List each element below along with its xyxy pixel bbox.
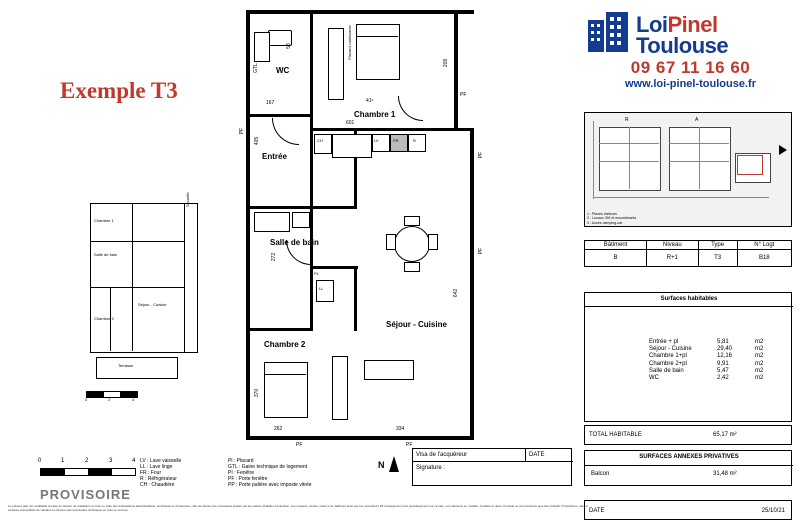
surface-label: Entrée + pl bbox=[649, 339, 679, 345]
td-batiment: B bbox=[585, 250, 647, 267]
appliance-label-ch: CH bbox=[317, 138, 323, 143]
north-indicator bbox=[378, 452, 408, 486]
room-label-sejour-cuisine: Séjour - Cuisine bbox=[386, 320, 447, 329]
wardrobe-chambre2 bbox=[332, 356, 348, 420]
small-floor-plan bbox=[80, 192, 200, 410]
appliance-label-fr: FR bbox=[393, 138, 399, 143]
wall-top bbox=[246, 10, 474, 14]
chair bbox=[428, 234, 438, 250]
chair bbox=[404, 216, 420, 226]
floor-plan bbox=[239, 10, 485, 448]
wall-right-upper bbox=[454, 10, 458, 130]
brand-website[interactable]: www.loi-pinel-toulouse.fr bbox=[625, 78, 756, 90]
brand-logo bbox=[588, 10, 793, 98]
annexe-value: 31,48 m² bbox=[713, 471, 737, 477]
surface-value: 12,16 bbox=[717, 353, 733, 360]
dim-601: 601 bbox=[346, 120, 355, 126]
surface-value: 5,81 bbox=[717, 339, 729, 345]
sink bbox=[292, 212, 310, 228]
dim-58: 58 bbox=[285, 43, 292, 49]
surface-value: 5,47 bbox=[717, 367, 729, 374]
surface-unit: m2 bbox=[755, 360, 764, 367]
surface-unit: m2 bbox=[755, 374, 764, 381]
legend-item: LV : Lave vaisselle bbox=[140, 458, 182, 464]
small-room-label: Chambre 2 bbox=[94, 316, 114, 321]
kitchen-counter bbox=[332, 134, 372, 158]
legend-item: PF : Porte fenêtre bbox=[228, 476, 268, 482]
brand-line2: Toulouse bbox=[636, 33, 729, 58]
brand-phone: 09 67 11 16 60 bbox=[630, 58, 751, 77]
dim-370: 370 bbox=[254, 388, 261, 398]
total-label: TOTAL HABITABLE bbox=[589, 432, 642, 438]
map-label-r: R bbox=[625, 117, 629, 123]
surface-unit: m2 bbox=[755, 353, 764, 360]
wardrobe-note: Placard coulissante bbox=[346, 25, 352, 60]
chair bbox=[386, 234, 396, 250]
room-label-salle-de-bain: Salle de bain bbox=[270, 238, 319, 247]
brand-pinel: Pinel bbox=[667, 12, 718, 37]
dim-405: 405 bbox=[254, 136, 261, 146]
scale-tick: 4 bbox=[132, 458, 136, 464]
pf-mark: PF bbox=[296, 442, 303, 448]
legend-item: LL : Lave linge bbox=[140, 464, 173, 470]
appliance-label-r: R bbox=[413, 138, 416, 143]
surface-unit: m2 bbox=[755, 346, 764, 353]
annexe-label: Balcon bbox=[591, 471, 610, 477]
appliance-label-ll: LL bbox=[319, 286, 324, 291]
scale-tick: 0 bbox=[38, 458, 42, 464]
legend-col2 bbox=[228, 458, 378, 488]
th-nlogt: N° Logt bbox=[737, 241, 791, 250]
map-legend-item: 3 : Accès camping-car bbox=[587, 220, 623, 225]
surfaces-list bbox=[649, 339, 789, 382]
room-label-wc: WC bbox=[276, 66, 290, 75]
pf-mark: PF bbox=[406, 442, 413, 448]
total-habitable-box bbox=[584, 425, 792, 445]
surface-value: 29,40 bbox=[717, 346, 733, 353]
pf-left: PF bbox=[239, 127, 246, 135]
total-value: 65,17 m² bbox=[713, 432, 737, 438]
room-label-entree: Entrée bbox=[262, 152, 287, 161]
small-plan-side-label: Sécurité bbox=[185, 192, 190, 207]
scale-tick: 3 bbox=[109, 458, 113, 464]
door-swing bbox=[398, 96, 423, 121]
chair bbox=[404, 262, 420, 272]
north-arrow-icon bbox=[389, 456, 399, 472]
td-niveau: R+1 bbox=[647, 250, 698, 267]
appliance-label-pl: PL bbox=[314, 271, 319, 276]
small-scale-tick: 4 bbox=[132, 397, 135, 402]
small-room-label: Salle de bain bbox=[94, 252, 118, 257]
map-legend-item: 1 : Places visiteurs bbox=[587, 211, 617, 216]
appliance-r bbox=[408, 134, 426, 152]
td-type: T3 bbox=[698, 250, 737, 267]
wardrobe-chambre1 bbox=[328, 28, 344, 100]
wall-right-lower bbox=[470, 128, 474, 438]
dim-334: 334 bbox=[396, 426, 405, 432]
dim-209: 209 bbox=[443, 58, 450, 68]
surface-value: 9,91 bbox=[717, 360, 729, 367]
surface-label: Chambre 2+pl bbox=[649, 360, 687, 367]
date-value: 25/10/21 bbox=[761, 508, 785, 514]
date-label: DATE bbox=[529, 452, 545, 458]
legend-item: Pl : Placard bbox=[228, 458, 254, 464]
legend-item: R : Réfrigérateur bbox=[140, 476, 177, 482]
building-icon bbox=[588, 12, 630, 54]
dim-262: 262 bbox=[274, 426, 283, 432]
door-swing bbox=[272, 118, 299, 145]
th-niveau: Niveau bbox=[647, 241, 698, 250]
surface-unit: m2 bbox=[755, 367, 764, 374]
sofa bbox=[364, 360, 414, 380]
signature-label: Signature : bbox=[416, 465, 446, 471]
surface-row bbox=[649, 361, 789, 368]
dining-table bbox=[394, 226, 430, 262]
scale-tick: 2 bbox=[85, 458, 89, 464]
appliance-ch bbox=[314, 134, 332, 154]
legend-item: GTL : Gaine technique de logement bbox=[228, 464, 308, 470]
legend-item: FR : Four bbox=[140, 470, 162, 476]
surface-label: WC bbox=[649, 374, 659, 381]
terrace-label: Terrasse bbox=[118, 363, 134, 368]
small-scale-tick: 0 bbox=[85, 397, 88, 402]
legal-footer: Le présent plan est modifiable la base du dossier de réalisation et crois ne suite des autorisations administratives, techniques et d'urbanisme, afin de décrire aux normatives locales par les tolères d'habiller d'exécution. Les couleurs, teintes, cotés et de bâtiment ainsi que les innovations PF d'équipement (ces spécifiquement sur ce plan. Les éléments en mobilier, meubles et dans ch travail ne sont dessinés qu'à titre indicatif. Propositions, plan et surfaces susceptibles de variation en fonction des éventuelles techniques ou mise en oeuvre). bbox=[8, 504, 588, 512]
map-legend-item: 2 : Locaux OM et encombrants bbox=[587, 216, 637, 221]
visa-label: Visa de l'acquéreur bbox=[416, 452, 468, 458]
pf-mark: PF bbox=[478, 247, 485, 255]
small-plan-scalebar bbox=[86, 391, 138, 398]
dim-167: 167 bbox=[266, 100, 275, 106]
dim-272: 272 bbox=[271, 252, 278, 262]
surface-row bbox=[649, 368, 789, 375]
surface-unit: m2 bbox=[755, 339, 764, 345]
signature-box bbox=[412, 448, 572, 486]
room-label-chambre-1: Chambre 1 bbox=[354, 110, 396, 119]
provisional-label: PROVISOIRE bbox=[40, 487, 131, 502]
north-letter: N bbox=[378, 460, 385, 470]
surface-row bbox=[649, 353, 789, 360]
door-swing bbox=[286, 240, 311, 265]
surface-value: 2,42 bbox=[717, 374, 729, 381]
legend-item: PP : Porte palière avec imposte vitrée bbox=[228, 482, 312, 488]
dim-gtl: GTL bbox=[252, 63, 259, 73]
date-box bbox=[584, 500, 792, 520]
dim-415: 41⁵ bbox=[366, 98, 374, 104]
legend-item: CH : Chaudière bbox=[140, 482, 175, 488]
th-batiment: Bâtiment bbox=[585, 241, 647, 250]
surface-row bbox=[649, 346, 789, 353]
map-legend bbox=[587, 212, 636, 225]
north-arrow-icon bbox=[779, 145, 787, 155]
surface-label: Salle de bain bbox=[649, 367, 684, 374]
surface-row bbox=[649, 375, 789, 382]
surface-label: Chambre 1+pl bbox=[649, 353, 687, 360]
annexes-box bbox=[584, 450, 792, 486]
scale-bar bbox=[40, 468, 136, 476]
surface-label: Séjour - Cuisine bbox=[649, 346, 692, 353]
bathtub bbox=[254, 212, 290, 232]
surface-row bbox=[649, 339, 789, 346]
identification-table bbox=[584, 240, 792, 267]
bed-chambre2 bbox=[264, 362, 308, 418]
pf-mark: PF bbox=[460, 92, 467, 98]
surfaces-box bbox=[584, 292, 792, 422]
surfaces-title: Surfaces habitables bbox=[660, 296, 718, 302]
wall-bottom bbox=[246, 436, 474, 440]
scale-tick: 1 bbox=[61, 458, 65, 464]
page-title: Exemple T3 bbox=[60, 78, 178, 103]
small-room-label: Chambre 1 bbox=[94, 218, 114, 223]
closet bbox=[254, 32, 270, 62]
map-label-a: A bbox=[695, 117, 699, 123]
wall-left bbox=[246, 10, 250, 440]
bed-chambre1 bbox=[356, 24, 400, 80]
site-map bbox=[584, 112, 792, 227]
date-label: DATE bbox=[589, 508, 605, 514]
pf-mark: PF bbox=[478, 151, 485, 159]
room-label-chambre-2: Chambre 2 bbox=[264, 340, 306, 349]
small-scale-tick: 2 bbox=[108, 397, 111, 402]
brand-loi: Loi bbox=[636, 12, 668, 37]
dim-642: 642 bbox=[453, 288, 460, 298]
small-room-label: Séjour - Cuisine bbox=[138, 302, 167, 307]
legend-item: PI : Fenêtre bbox=[228, 470, 255, 476]
td-nlogt: B18 bbox=[737, 250, 791, 267]
th-type: Type bbox=[698, 241, 737, 250]
appliance-label-lv: LV bbox=[374, 138, 379, 143]
annexes-title: SURFACES ANNEXES PRIVATIVES bbox=[639, 454, 739, 460]
